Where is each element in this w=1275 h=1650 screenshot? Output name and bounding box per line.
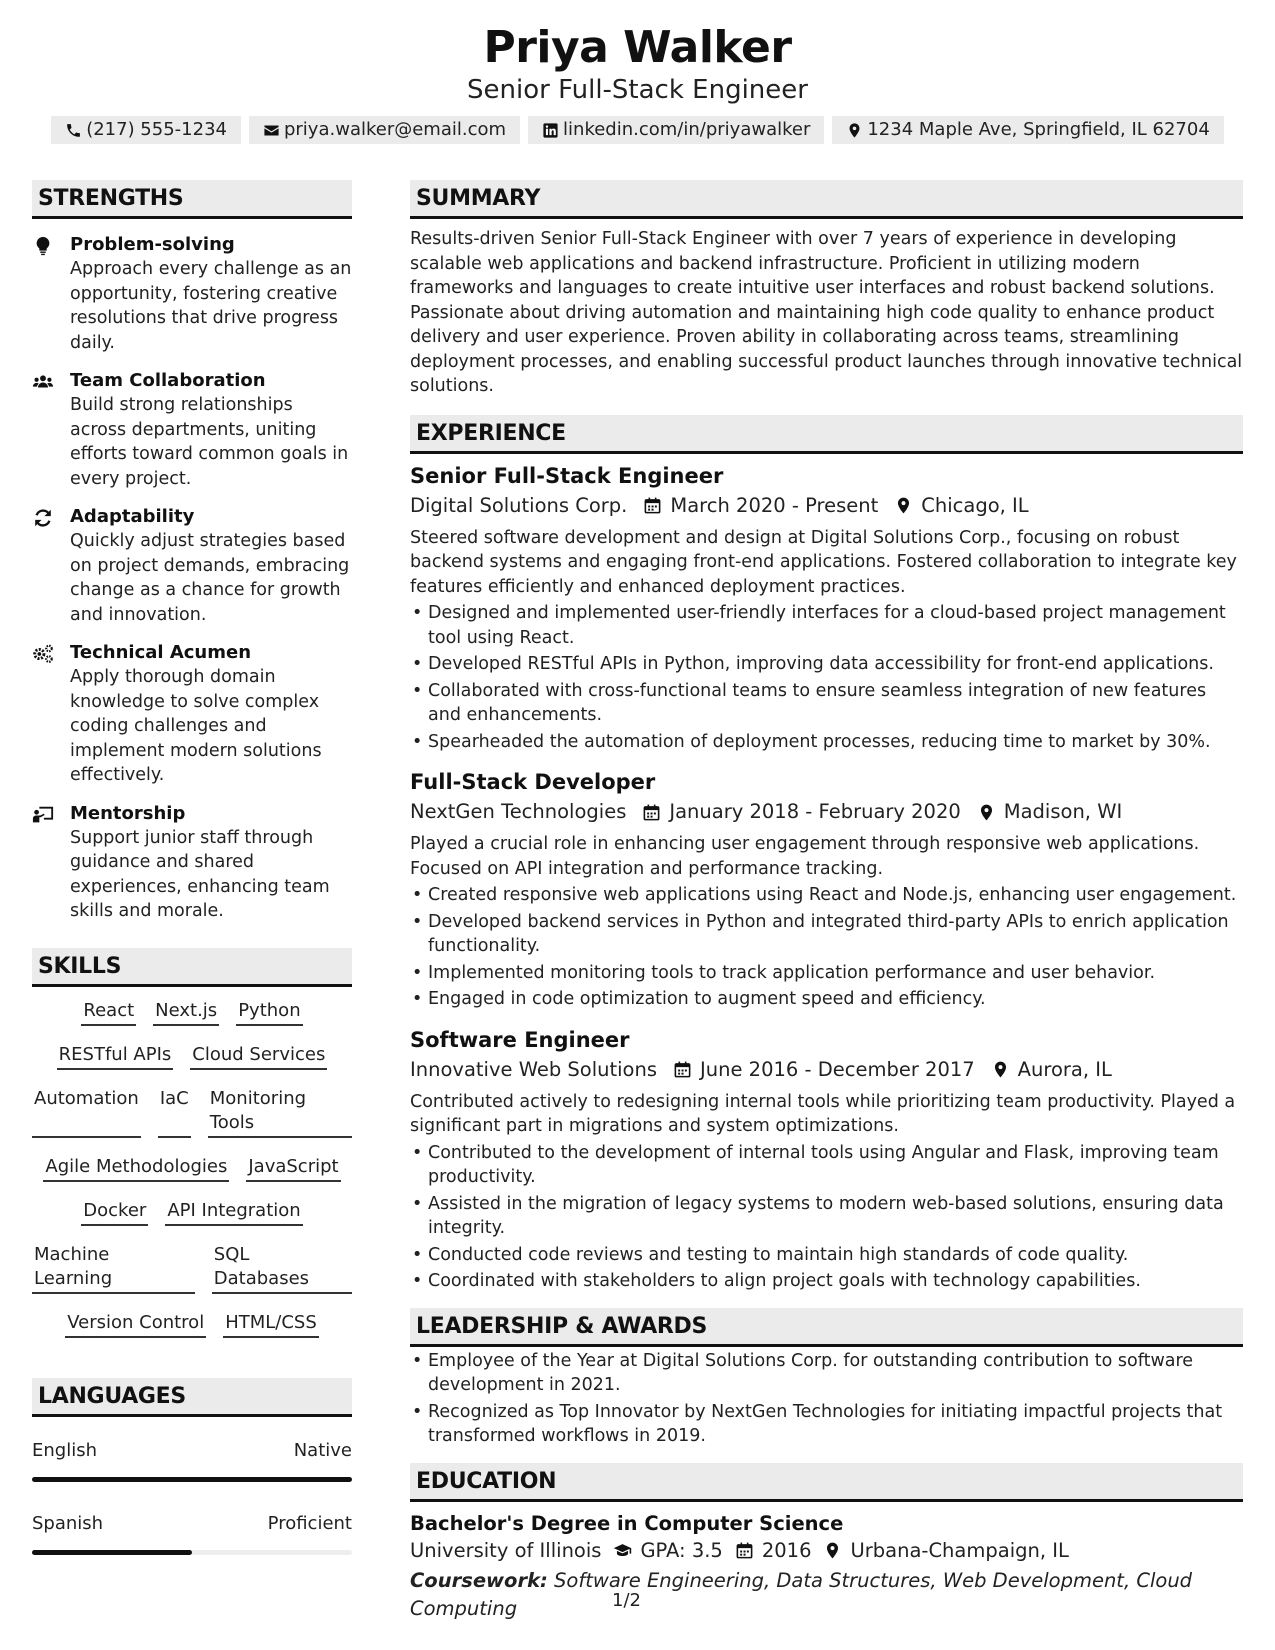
contact-phone[interactable] (51, 116, 241, 144)
language-name: Spanish (32, 1512, 104, 1534)
skills-list (32, 987, 352, 1348)
refresh-icon (32, 507, 54, 529)
education-location: Urbana-Champaign, IL (850, 1538, 1069, 1562)
job-bullet: • Implemented monitoring tools to track application performance and user behavior. (410, 961, 1243, 986)
job-meta (410, 1056, 1243, 1084)
users-icon (32, 371, 54, 393)
education-degree: Bachelor's Degree in Computer Science (410, 1511, 844, 1535)
job-dates: March 2020 - Present (670, 493, 879, 517)
address-text: 1234 Maple Ave, Springfield, IL 62704 (867, 119, 1210, 140)
skill-tag: Machine Learning (32, 1243, 195, 1294)
skill-row (81, 1199, 302, 1226)
skill-tag: Monitoring Tools (208, 1087, 352, 1138)
job-dates: June 2016 - December 2017 (700, 1057, 975, 1081)
map-pin-icon (991, 1060, 1010, 1079)
calendar-icon (642, 803, 661, 822)
job-bullet: • Coordinated with stakeholders to align project goals with technology capabilities. (410, 1269, 1243, 1294)
strength-title: Team Collaboration (70, 370, 266, 391)
skill-row (65, 1311, 319, 1338)
languages-list (32, 1439, 352, 1555)
skill-tag: IaC (158, 1087, 191, 1138)
coursework-label: Coursework: (410, 1568, 548, 1592)
job-location: Chicago, IL (921, 493, 1029, 517)
skill-tag: HTML/CSS (223, 1311, 319, 1338)
skill-row (43, 1155, 340, 1182)
job-bullets (410, 1141, 1243, 1294)
gears-icon (32, 643, 54, 665)
job-description: Steered software development and design at Digital Solutions Corp., focusing on robust backend systems and engaging front-end applications. Fostered collaboration to integrate key features efficiently and enhanced deployment practices. (410, 527, 1237, 597)
skills-heading: SKILLS (32, 948, 352, 987)
award-item: • Recognized as Top Innovator by NextGen Technologies for initiating impactful projects that transformed workflows in 2019. (410, 1400, 1243, 1449)
awards-heading: LEADERSHIP & AWARDS (410, 1308, 1243, 1347)
skill-row (57, 1043, 328, 1070)
contact-bar (0, 116, 1275, 144)
map-pin-icon (977, 803, 996, 822)
strength-desc: Approach every challenge as an opportunity, fostering creative resolutions that drive progress daily. (70, 259, 352, 353)
resume-header (0, 0, 1275, 144)
contact-address (832, 116, 1223, 144)
map-pin-icon (894, 496, 913, 515)
page-number: 1/2 (612, 1590, 641, 1611)
skill-tag: Next.js (153, 999, 219, 1026)
summary-heading: SUMMARY (410, 180, 1243, 219)
phone-icon (65, 122, 82, 139)
skill-row (32, 1087, 352, 1138)
language-bar (32, 1477, 352, 1482)
contact-email[interactable] (249, 116, 520, 144)
strength-item (32, 369, 352, 491)
skill-tag: API Integration (165, 1199, 302, 1226)
phone-text: (217) 555-1234 (86, 119, 227, 140)
email-text: priya.walker@email.com (283, 119, 507, 140)
skill-tag: JavaScript (246, 1155, 340, 1182)
job-bullet: • Conducted code reviews and testing to maintain high standards of code quality. (410, 1243, 1243, 1268)
strength-title: Technical Acumen (70, 642, 252, 663)
job-bullet: • Created responsive web applications using React and Node.js, enhancing user engagement. (410, 883, 1243, 908)
languages-heading: LANGUAGES (32, 1378, 352, 1417)
awards-list (410, 1349, 1243, 1449)
lightbulb-icon (32, 235, 54, 257)
job-entry (410, 1026, 1243, 1294)
strength-title: Mentorship (70, 802, 186, 824)
education-school: University of Illinois (410, 1538, 602, 1562)
calendar-icon (735, 1541, 754, 1560)
experience-heading: EXPERIENCE (410, 415, 1243, 454)
skill-tag: Version Control (65, 1311, 206, 1338)
job-meta (410, 798, 1243, 826)
language-level: Proficient (267, 1512, 352, 1534)
education-meta (410, 1537, 1243, 1565)
skill-tag: RESTful APIs (57, 1043, 174, 1070)
job-title: Senior Full-Stack Engineer (410, 463, 724, 488)
teacher-icon (32, 804, 54, 826)
candidate-name: Priya Walker (483, 22, 792, 73)
job-company: NextGen Technologies (410, 800, 627, 823)
job-entry (410, 462, 1243, 755)
job-bullets (410, 883, 1243, 1012)
skill-tag: Python (236, 999, 302, 1026)
strength-title: Problem-solving (70, 234, 235, 255)
contact-linkedin[interactable] (528, 116, 824, 144)
summary-text: Results-driven Senior Full-Stack Engineer with over 7 years of experience in developing scalable web applications and backend infrastructure. Proficient in utilizing modern frameworks and languages to create intuitive user interfaces and robust backend solutions. Passionate about driving automation and maintaining high code quality to enhance product delivery and user experience. Proven ability in collaborating across teams, streamlining deployment processes, and enabling successful product launches through innovative technical solutions. (410, 229, 1243, 396)
strength-item (32, 505, 352, 627)
job-company: Innovative Web Solutions (410, 1057, 657, 1081)
skill-tag: Agile Methodologies (43, 1155, 229, 1182)
language-item (32, 1512, 352, 1536)
skill-tag: Docker (81, 1199, 148, 1226)
job-bullet: • Contributed to the development of internal tools using Angular and Flask, improving team productivity. (410, 1141, 1243, 1190)
map-pin-icon (823, 1541, 842, 1560)
left-column (32, 180, 352, 1585)
strength-item (32, 641, 352, 788)
job-description: Played a crucial role in enhancing user engagement through responsive web applications. Focused on API integration and performance tracking. (410, 834, 1200, 879)
skill-row (32, 1243, 352, 1294)
job-location: Madison, WI (1003, 800, 1123, 823)
map-pin-icon (846, 122, 863, 139)
job-bullet: • Designed and implemented user-friendly interfaces for a cloud-based project management tool using React. (410, 601, 1243, 650)
education-year: 2016 (761, 1538, 812, 1562)
candidate-title: Senior Full-Stack Engineer (467, 75, 808, 105)
linkedin-text: linkedin.com/in/priyawalker (563, 119, 811, 140)
job-bullets (410, 601, 1243, 754)
strength-desc: Apply thorough domain knowledge to solve complex coding challenges and implement modern solutions effectively. (70, 667, 322, 785)
job-entry (410, 768, 1243, 1012)
skill-tag: SQL Databases (212, 1243, 352, 1294)
strength-desc: Build strong relationships across departments, uniting efforts toward common goals in every project. (70, 395, 349, 489)
job-title: Software Engineer (410, 1027, 630, 1052)
job-bullet: • Developed RESTful APIs in Python, improving data accessibility for front-end applications. (410, 652, 1243, 677)
strength-item (32, 233, 352, 355)
language-level: Native (293, 1439, 352, 1461)
strength-desc: Quickly adjust strategies based on project demands, embracing change as a chance for growth and innovation. (70, 531, 350, 625)
job-dates: January 2018 - February 2020 (669, 800, 961, 823)
language-item (32, 1439, 352, 1463)
job-bullet: • Collaborated with cross-functional teams to ensure seamless integration of new features and enhancements. (410, 679, 1243, 728)
job-location: Aurora, IL (1017, 1057, 1112, 1081)
job-company: Digital Solutions Corp. (410, 493, 628, 517)
job-bullet: • Assisted in the migration of legacy systems to modern web-based solutions, ensuring data integrity. (410, 1192, 1243, 1241)
coursework-text: Software Engineering, Data Structures, Web Development, Cloud Computing (410, 1568, 1193, 1620)
calendar-icon (643, 496, 662, 515)
job-bullet: • Spearheaded the automation of deployment processes, reducing time to market by 30%. (410, 730, 1243, 755)
job-bullet: • Engaged in code optimization to augment speed and efficiency. (410, 987, 1243, 1012)
language-bar-fill (32, 1477, 352, 1482)
award-item: • Employee of the Year at Digital Solutions Corp. for outstanding contribution to software development in 2021. (410, 1349, 1243, 1398)
skill-tag: Automation (32, 1087, 141, 1138)
strengths-heading: STRENGTHS (32, 180, 352, 219)
strengths-list (32, 233, 352, 924)
job-description: Contributed actively to redesigning internal tools while prioritizing team productivity. Played a significant part in migrations and system optimizations. (410, 1091, 1236, 1136)
strength-item (32, 802, 352, 924)
skill-tag: Cloud Services (190, 1043, 327, 1070)
job-title: Full-Stack Developer (410, 770, 656, 794)
strength-title: Adaptability (70, 506, 195, 527)
calendar-icon (673, 1060, 692, 1079)
job-meta (410, 492, 1243, 520)
job-bullet: • Developed backend services in Python and integrated third-party APIs to enrich application functionality. (410, 910, 1243, 959)
envelope-icon (263, 122, 280, 139)
skill-row (81, 999, 302, 1026)
skill-tag: React (81, 999, 136, 1026)
language-bar (32, 1550, 352, 1555)
linkedin-icon (542, 122, 559, 139)
graduation-cap-icon (613, 1541, 632, 1560)
education-heading: EDUCATION (410, 1463, 1243, 1502)
education-gpa: GPA: 3.5 (640, 1538, 723, 1562)
right-column (410, 180, 1243, 1623)
language-bar-fill (32, 1550, 192, 1555)
education-coursework (410, 1567, 1243, 1623)
language-name: English (32, 1439, 97, 1461)
strength-desc: Support junior staff through guidance and shared experiences, enhancing team skills and morale. (70, 827, 330, 921)
